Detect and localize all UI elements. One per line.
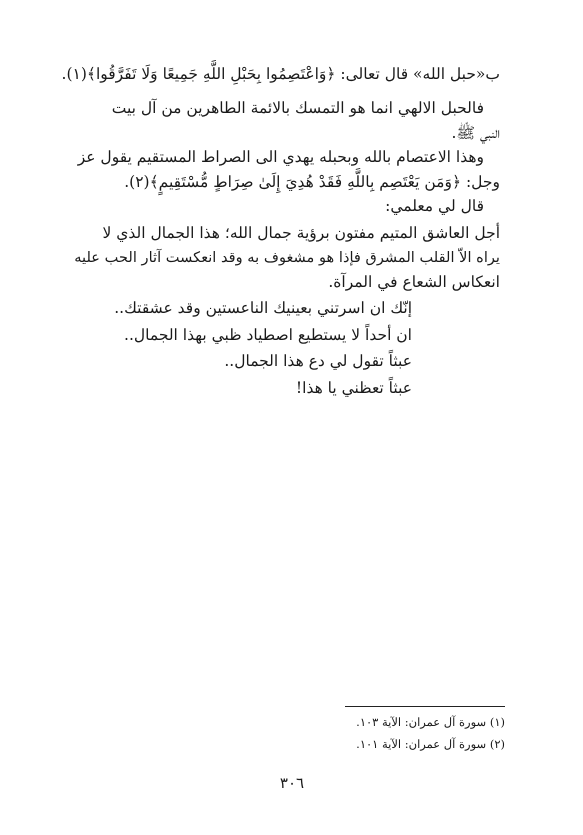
poem-line-3: عبثاً تقول لي دع هذا الجمال..: [224, 352, 412, 370]
paragraph-rope: [92, 96, 500, 145]
paragraph-teacher: [92, 194, 500, 219]
footnote-1: (١) سورة آل عمران: الآية ١٠٣.: [356, 715, 505, 729]
text-line-3: النبي ﷺ.: [451, 123, 500, 142]
poem-line-4: عبثاً تعظني يا هذا!: [295, 379, 412, 397]
page-number: ٣٠٦: [279, 774, 305, 792]
text-line-8: يراه الاّ القلب المشرق فإذا هو مشغوف به وقد انعكست آثار الحب عليه: [74, 248, 500, 266]
text-line-6: قال لي معلمي:: [385, 197, 484, 215]
poem-line-2: ان أحداً لا يستطيع اصطياد ظبي بهذا الجمال..: [124, 326, 412, 344]
main-text: [61, 62, 500, 87]
text-line-2: فالحبل الالهي انما هو التمسك بالائمة الطاهرين من آل بيت: [111, 99, 484, 117]
text-line-4: وهذا الاعتصام بالله وبحبله يهدي الى الصراط المستقيم يقول عز: [77, 148, 484, 166]
text-line-5: وجل: ﴿وَمَن يَعْتَصِم بِاللَّهِ فَقَدْ هُدِيَ إِلَىٰ صِرَاطٍ مُّسْتَقِيمٍ﴾(٢).: [124, 172, 500, 191]
text-line-7: أجل العاشق المتيم مفتون برؤية جمال الله؛ هذا الجمال الذي لا: [102, 224, 500, 242]
text-line-1: ب«حبل الله» قال تعالى: ﴿وَاعْتَصِمُوا بِحَبْلِ اللَّهِ جَمِيعًا وَلَا تَفَرَّقُوا﴾(١).: [61, 65, 500, 83]
text-line-9: انعكاس الشعاع في المرآة.: [328, 273, 500, 291]
poem-line-1: إنّك ان اسرتني بعينيك الناعستين وقد عشقتك..: [114, 299, 412, 317]
footnote-2: (٢) سورة آل عمران: الآية ١٠١.: [356, 737, 505, 751]
paragraph-lover: [74, 221, 500, 295]
footnote-divider: [345, 706, 505, 707]
paragraph-guidance: [77, 145, 500, 194]
